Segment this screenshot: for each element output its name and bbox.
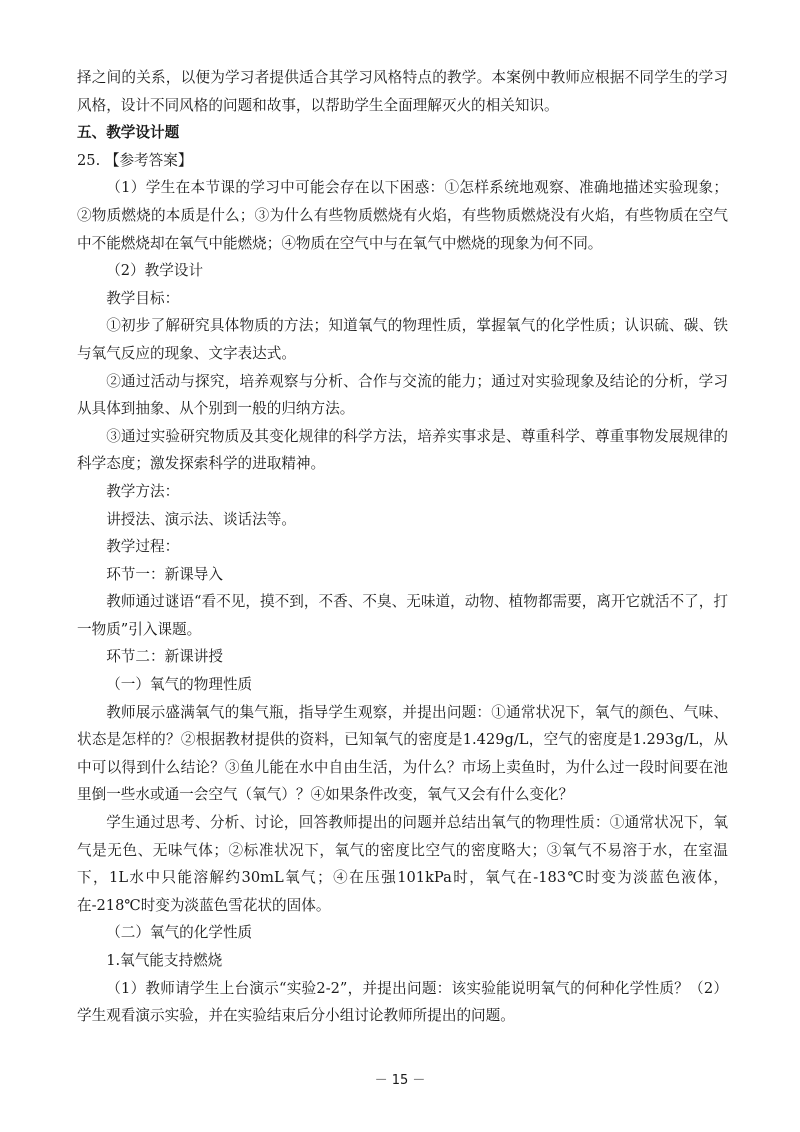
stage-2-title: 环节二：新课讲授 — [106, 648, 223, 666]
label-teaching-methods: 教学方法： — [106, 482, 180, 500]
stage-1-text: 教师通过谜语“看不见，摸不到，不香、不臭、无味道，动物、植物都需要，离开它就活不了，打一物质”引入课题。 — [77, 593, 728, 638]
goal-3: ③通过实验研究物质及其变化规律的科学方法，培养实事求是、尊重科学、尊重事物发展规律的科学态度；激发探索科学的进取精神。 — [77, 427, 728, 473]
goal-1: ①初步了解研究具体物质的方法；知道氧气的物理性质，掌握氧气的化学性质；认识硫、碳、铁与氧气反应的现象、文字表达式。 — [77, 317, 728, 362]
subheading-teaching-design: （2）教学设计 — [106, 262, 204, 280]
stage-1-title: 环节一：新课导入 — [106, 565, 223, 583]
paragraph-continuation: 择之间的关系，以便为学习者提供适合其学习风格特点的教学。本案例中教师应根据不同学生的学习风格，设计不同风格的问题和故事，以帮助学生全面理解灭火的相关知识。 — [77, 69, 728, 114]
page-number: － 15 － — [374, 1073, 426, 1088]
section-heading-teaching-design: 五、教学设计题 — [77, 124, 180, 142]
document-body — [77, 64, 728, 1030]
label-teaching-process: 教学过程： — [106, 538, 180, 556]
teaching-methods: 讲授法、演示法、谈话法等。 — [106, 510, 296, 528]
label-teaching-goals: 教学目标： — [106, 289, 180, 307]
goal-2: ②通过活动与探究，培养观察与分析、合作与交流的能力；通过对实验现象及结论的分析，学习从具体到抽象、从个别到一般的归纳方法。 — [77, 372, 728, 418]
subsection-chemical-properties: （二）氧气的化学性质 — [106, 924, 253, 942]
paragraph-confusions: （1）学生在本节课的学习中可能会存在以下困惑：①怎样系统地观察、准确地描述实验现象；②物质燃烧的本质是什么；③为什么有些物质燃烧有火焰，有些物质燃烧没有火焰，有些物质在空气中不能燃烧却在氧气中能燃烧；④物质在空气中与在氧气中燃烧的现象为何不同。 — [77, 179, 728, 252]
physical-properties-questions: 教师展示盛满氧气的集气瓶，指导学生观察，并提出问题：①通常状况下，氧气的颜色、气味、状态是怎样的？②根据教材提供的资料，已知氧气的密度是1.429g/L，空气的密度是1.293g/L，从中可以得到什么结论？③鱼儿能在水中自由生活，为什么？市场上卖鱼时，为什么过一段时间要在池里倒一些水或通一会空气（氧气）？④如果条件改变，氧气又会有什么变化？ — [77, 703, 728, 804]
chemical-property-1-title: 1.氧气能支持燃烧 — [106, 952, 223, 969]
physical-properties-summary: 学生通过思考、分析、讨论，回答教师提出的问题并总结出氧气的物理性质：①通常状况下，氧气是无色、无味气体；②标准状况下，氧气的密度比空气的密度略大；③氧气不易溶于水，在室温下，1L水中只能溶解约30mL氧气；④在压强101kPa时，氧气在-183℃时变为淡蓝色液体，在-218℃时变为淡蓝色雪花状的固体。 — [77, 814, 728, 914]
experiment-demo-text: （1）教师请学生上台演示“实验2-2”，并提出问题：该实验能说明氧气的何种化学性质？（2）学生观看演示实验，并在实验结束后分小组讨论教师所提出的问题。 — [77, 979, 728, 1025]
subsection-physical-properties: （一）氧气的物理性质 — [106, 676, 253, 694]
answer-label: 25. 【参考答案】 — [77, 151, 193, 169]
